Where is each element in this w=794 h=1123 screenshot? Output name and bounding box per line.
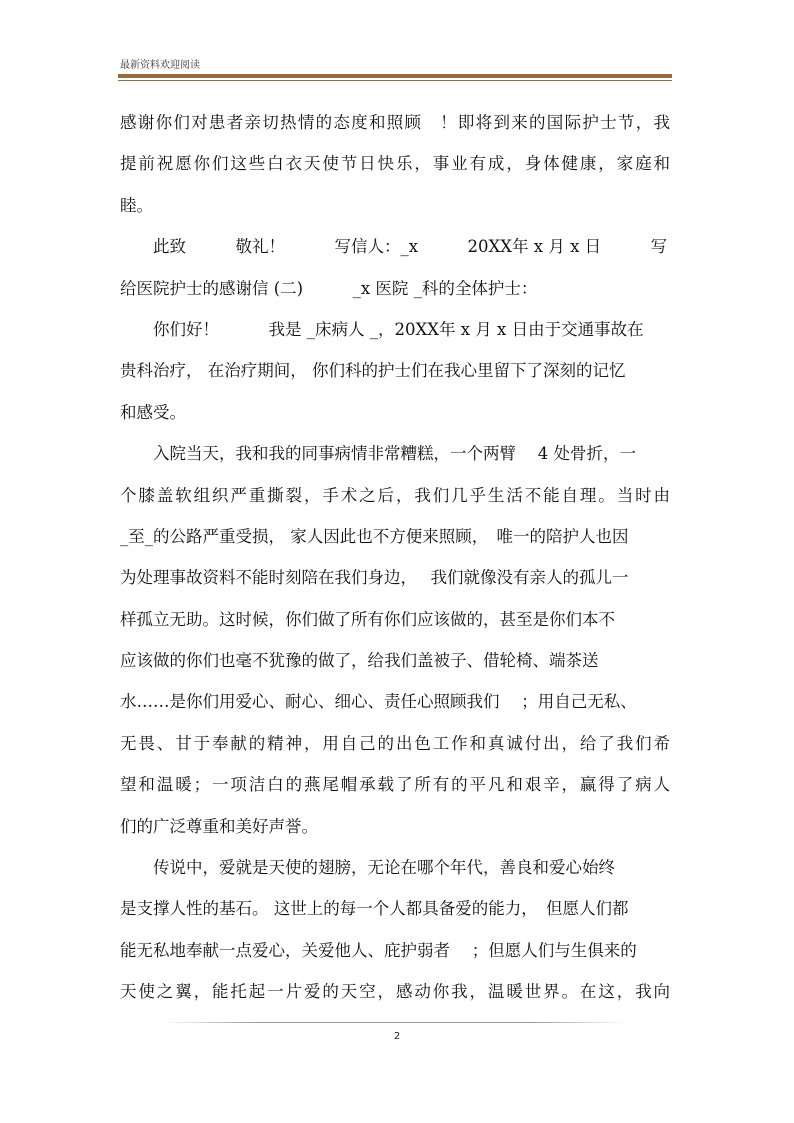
text-line: 睦。: [120, 195, 153, 215]
text-line: 是支撑人性的基石。 这世上的每一个人都具备爱的能力， 但愿人们都: [120, 899, 629, 919]
text-line: 为处理事故资料不能时刻陪在我们身边， 我们就像没有亲人的孤儿一: [120, 568, 629, 588]
text-line: 你们好！ 我是 _床病人 _，20XX年 x 月 x 日由于交通事故在: [120, 319, 644, 339]
text-line: 入院当天，我和我的同事病情非常糟糕，一个两臂 4 处骨折，一: [120, 444, 636, 464]
header-rule-thin: [118, 80, 672, 81]
text-line: 应该做的你们也毫不犹豫的做了，给我们盖被子、借轮椅、端茶送: [120, 651, 599, 671]
text-line: 感谢你们对患者亲切热情的态度和照顾 ！即将到来的国际护士节，我: [120, 113, 670, 132]
text-line: 水……是你们用爱心、耐心、细心、责任心照顾我们 ；用自己无私、: [120, 692, 637, 712]
letter-body: [120, 102, 670, 1013]
text-line: 提前祝愿你们这些白衣天使节日快乐，事业有成，身体健康，家庭和: [120, 154, 670, 174]
footer-rule: [166, 1022, 622, 1023]
text-line: 望和温暖；一项洁白的燕尾帽承载了所有的平凡和艰辛，赢得了病人: [120, 775, 670, 795]
text-line: 天使之翼，能托起一片爱的天空，感动你我，温暖世界。在这，我向: [120, 982, 670, 1002]
header-rule-thick: [118, 74, 672, 78]
text-line: _至_的公路严重受损， 家人因此也不方便来照顾， 唯一的陪护人也因: [120, 526, 629, 546]
text-line: 贵科治疗， 在治疗期间， 你们科的护士们在我心里留下了深刻的记忆: [120, 361, 626, 381]
text-line: 样孤立无助。这时候，你们做了所有你们应该做的，甚至是你们本不: [120, 609, 615, 629]
text-line: 此致 敬礼！ 写信人：_x 20XX年 x 月 x 日 写: [120, 237, 668, 257]
header-text: 最新资料欢迎阅读: [120, 60, 200, 71]
text-line: 们的广泛尊重和美好声誉。: [120, 816, 318, 836]
text-line: 无畏、甘于奉献的精神，用自己的出色工作和真诚付出，给了我们希: [120, 733, 670, 753]
text-line: 传说中，爱就是天使的翅膀，无论在哪个年代，善良和爱心始终: [120, 858, 615, 878]
text-line: 给医院护士的感谢信 (二) _x 医院 _科的全体护士：: [120, 278, 538, 298]
text-line: 能无私地奉献一点爱心，关爱他人、庇护弱者 ；但愿人们与生俱来的: [120, 940, 637, 960]
text-line: 和感受。: [120, 402, 186, 422]
text-line: 个膝盖软组织严重撕裂，手术之后，我们几乎生活不能自理。当时由: [120, 485, 670, 505]
page-number: 2: [393, 1031, 401, 1042]
